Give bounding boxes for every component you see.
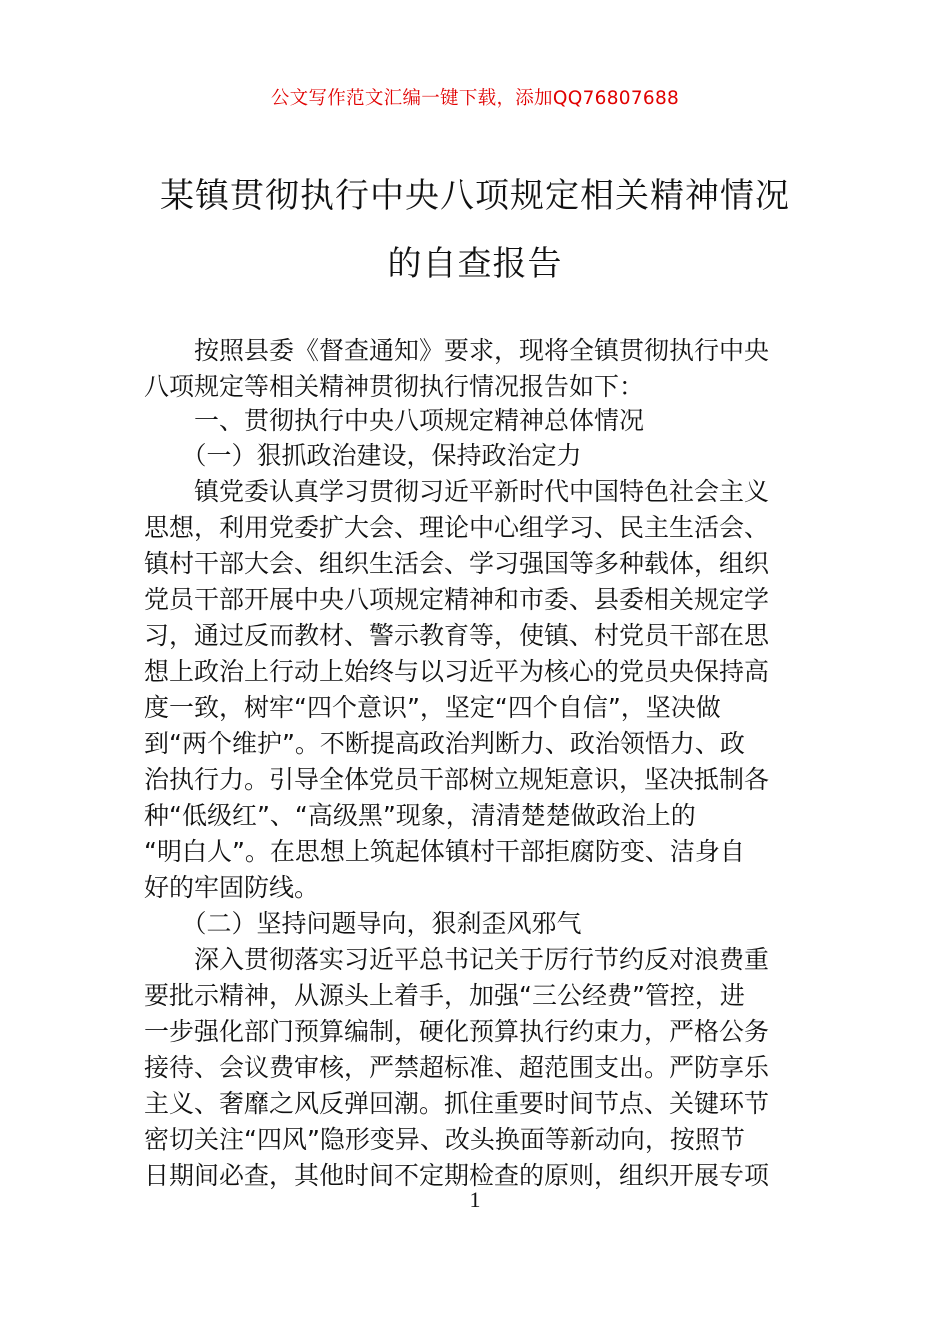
body-line: 镇村干部大会、组织生活会、学习强国等多种载体，组织: [144, 549, 770, 578]
body-line: 密切关注“四风”隐形变异、改头换面等新动向，按照节: [144, 1125, 745, 1154]
body-line: 种“低级红”、“高级黑”现象，清清楚楚做政治上的: [144, 801, 696, 830]
body-line: 一步强化部门预算编制，硬化预算执行约束力，严格公务: [144, 1017, 770, 1046]
body-line: 镇党委认真学习贯彻习近平新时代中国特色社会主义: [144, 477, 770, 506]
body-line: 度一致，树牢“四个意识”，坚定“四个自信”，坚决做: [144, 693, 721, 722]
body-line: 思想，利用党委扩大会、理论中心组学习、民主生活会、: [144, 513, 770, 542]
document-title-line-2: 的自查报告: [387, 244, 563, 284]
body-line: 按照县委《督查通知》要求，现将全镇贯彻执行中央: [144, 336, 770, 365]
body-line: 深入贯彻落实习近平总书记关于厉行节约反对浪费重: [144, 945, 770, 974]
body-line: 党员干部开展中央八项规定精神和市委、县委相关规定学: [144, 585, 770, 614]
subsection-heading: （二）坚持问题导向，狠刹歪风邪气: [144, 909, 582, 938]
download-banner[interactable]: 公文写作范文汇编一键下载，添加QQ76807688: [270, 88, 680, 109]
body-line: 到“两个维护”。不断提高政治判断力、政治领悟力、政: [144, 729, 745, 758]
body-line: 日期间必查，其他时间不定期检查的原则，组织开展专项: [144, 1161, 770, 1190]
body-line: 治执行力。引导全体党员干部树立规矩意识，坚决抵制各: [144, 765, 770, 794]
body-line: 要批示精神，从源头上着手，加强“三公经费”管控，进: [144, 981, 745, 1010]
document-title-line-1: 某镇贯彻执行中央八项规定相关精神情况: [160, 176, 790, 216]
body-line: 八项规定等相关精神贯彻执行情况报告如下：: [144, 372, 645, 401]
section-heading: 一、贯彻执行中央八项规定精神总体情况: [144, 406, 645, 435]
body-line: 接待、会议费审核，严禁超标准、超范围支出。严防享乐: [144, 1053, 770, 1082]
body-line: 好的牢固防线。: [144, 873, 320, 902]
body-line: “明白人”。在思想上筑起体镇村干部拒腐防变、洁身自: [144, 837, 745, 866]
subsection-heading: （一）狠抓政治建设，保持政治定力: [144, 441, 582, 470]
page-number: 1: [469, 1187, 481, 1212]
body-line: 想上政治上行动上始终与以习近平为核心的党员央保持高: [144, 657, 770, 686]
body-line: 习，通过反而教材、警示教育等，使镇、村党员干部在思: [144, 621, 770, 650]
body-line: 主义、奢靡之风反弹回潮。抓住重要时间节点、关键环节: [144, 1089, 770, 1118]
